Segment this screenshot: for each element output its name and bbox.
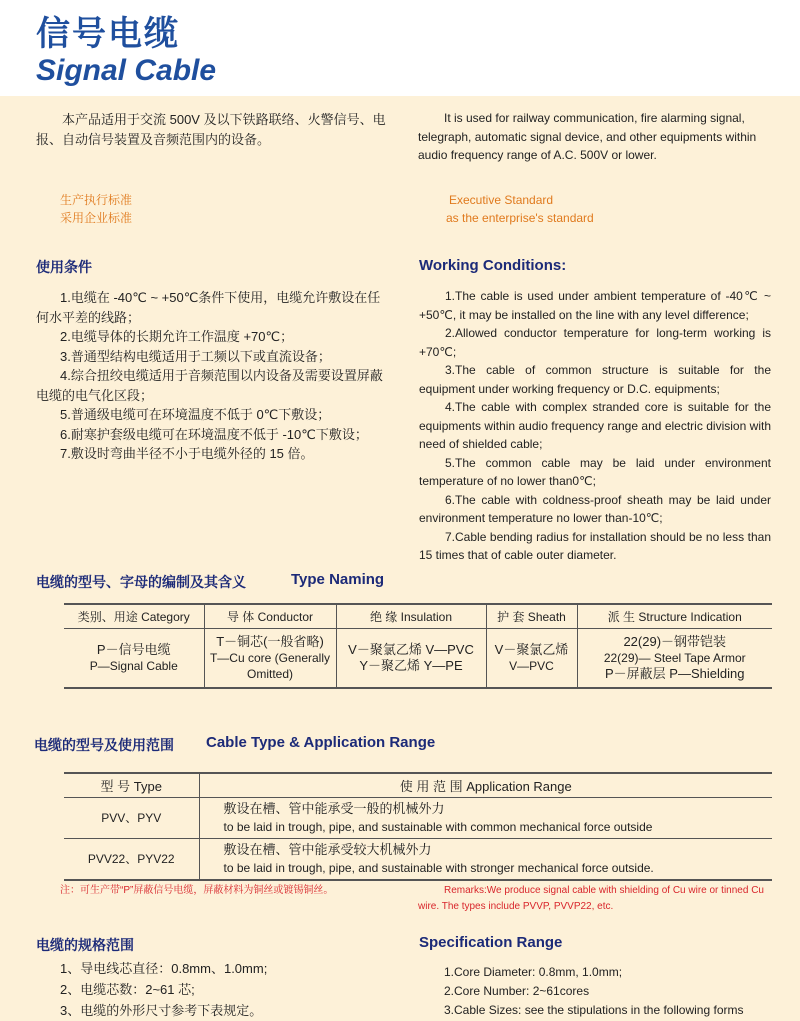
list-item: 6.The cable with coldness-proof sheath may be laid under environment temperature no lower than-10℃; — [419, 492, 771, 525]
list-item: 3、电缆的外形尺寸参考下表规定。 — [60, 1003, 263, 1018]
type-cell: PVV、PYV — [64, 798, 199, 839]
cell-text: V－聚氯乙烯 V—PVC — [348, 641, 474, 657]
title-en: Signal Cable — [36, 54, 217, 87]
cell-text: 敷设在槽、管中能承受较大机械外力 — [223, 842, 432, 857]
table-row — [64, 798, 772, 839]
list-item: 3.The cable of common structure is suitable for the equipment under working frequency or D.C. equipments; — [419, 363, 771, 396]
table-row — [64, 628, 772, 688]
naming-title-cn: 电缆的型号、字母的编制及其含义 — [36, 574, 246, 590]
cell-text: V—PVC — [509, 658, 554, 673]
cell-text: 22(29)－钢带铠装 — [623, 633, 727, 649]
list-item: 5.普通级电缆可在环境温度不低于 0℃下敷设； — [60, 407, 331, 422]
list-item: 2.电缆导体的长期允许工作温度 +70℃； — [60, 329, 294, 344]
list-item: 3.普通型结构电缆适用于工频以下或直流设备； — [60, 348, 331, 364]
page-header — [0, 0, 800, 96]
spec-list-cn — [60, 958, 267, 1021]
intro-cn: 本产品适用于交流 500V 及以下铁路联络、火警信号、电报、自动信号装置及音频范围内的设备。 — [36, 112, 386, 147]
standard-en-line: Executive Standard — [449, 193, 554, 207]
working-title-en: Working Conditions: — [419, 257, 567, 274]
working-title-cn: 使用条件 — [36, 259, 92, 275]
cell-text: 敷设在槽、管中能承受一般的机械外力 — [223, 801, 445, 816]
standard-cn-line: 采用企业标准 — [60, 211, 133, 225]
application-table — [64, 772, 772, 881]
naming-title-en: Type Naming — [291, 571, 385, 588]
list-item: 5.The common cable may be laid under environment temperature of no lower than0℃; — [419, 455, 771, 488]
standard-en — [446, 191, 594, 227]
column-header: 使 用 范 围 Application Range — [199, 773, 772, 798]
column-header: 绝 缘 Insulation — [336, 604, 486, 628]
list-item: 1.电缆在 -40℃ ~ +50℃条件下使用，电缆允许敷设在任何水平差的线路； — [36, 290, 381, 325]
list-item: 6.耐寒护套级电缆可在环境温度不低于 -10℃下敷设； — [60, 426, 368, 442]
column-header: 导 体 Conductor — [204, 604, 336, 628]
note-cn: 注：可生产带“P”屏蔽信号电缆，屏蔽材料为铜丝或镀锡铜丝。 — [60, 885, 334, 896]
standard-en-line: as the enterprise's standard — [446, 211, 594, 225]
title-cn: 信号电缆 — [36, 15, 180, 53]
cell-text: V－聚氯乙烯 — [494, 641, 569, 657]
standard-cn-line: 生产执行标准 — [60, 193, 133, 207]
list-item: 2、电缆芯数：2~61 芯; — [60, 982, 195, 997]
list-item: 7.敷设时弯曲半径不小于电缆外径的 15 倍。 — [60, 446, 314, 461]
list-item: 7.Cable bending radius for installation should be no less than 15 times that of cable outer diameter. — [419, 529, 771, 562]
list-item: 1、导电线芯直径：0.8mm、1.0mm; — [60, 961, 268, 976]
list-item: 4.综合扭绞电缆适用于音频范围以内设备及需要设置屏蔽电缆的电气化区段； — [36, 368, 383, 403]
cell-text: 22(29)— Steel Tape Armor — [603, 650, 746, 665]
standard-cn — [60, 191, 132, 227]
cell-text: P－屏蔽层 P—Shielding — [605, 665, 745, 681]
list-item: 4.The cable with complex stranded core is suitable for the equipments within audio frequency range and electric division with need of shielded cable; — [419, 400, 771, 451]
cell-text: T－铜芯(一般省略) — [216, 633, 324, 649]
list-item: 1.Core Diameter: 0.8mm, 1.0mm; — [444, 965, 623, 979]
spec-list-en — [444, 963, 744, 1020]
cell-text: P—Signal Cable — [89, 658, 178, 673]
list-item: 2.Allowed conductor temperature for long-term working is +70℃; — [419, 326, 771, 359]
list-item: 1.The cable is used under ambient temperature of -40℃ ~ +50℃, it may be installed on the line with any level difference; — [419, 289, 771, 322]
cell-text: T—Cu core (Generally Omitted) — [209, 650, 331, 681]
column-header: 型 号 Type — [64, 773, 199, 798]
type-naming-table — [64, 603, 772, 689]
table-row — [64, 839, 772, 881]
column-header: 派 生 Structure Indication — [577, 604, 772, 628]
note-en: Remarks:We produce signal cable with shielding of Cu wire or tinned Cu wire. The types include PVVP, PVVP22, etc. — [418, 885, 764, 912]
spec-title-en: Specification Range — [419, 934, 563, 951]
column-header: 护 套 Sheath — [486, 604, 577, 628]
application-title-en: Cable Type & Application Range — [206, 734, 436, 751]
column-header: 类别、用途 Category — [64, 604, 204, 628]
list-item: 2.Core Number: 2~61cores — [444, 984, 590, 998]
application-title-cn: 电缆的型号及使用范围 — [34, 737, 174, 753]
working-list-cn — [36, 288, 388, 464]
intro-en: It is used for railway communication, fire alarming signal, telegraph, automatic signal device, and other equipments within audio frequency range of A.C. 500V or lower. — [418, 111, 757, 162]
spec-title-cn: 电缆的规格范围 — [36, 937, 134, 953]
cell-text: to be laid in trough, pipe, and sustainable with common mechanical force outside — [223, 820, 653, 834]
cell-text: Y－聚乙烯 Y—PE — [359, 657, 463, 673]
type-cell: PVV22、PYV22 — [64, 839, 199, 881]
working-list-en — [419, 287, 771, 565]
list-item: 3.Cable Sizes: see the stipulations in the following forms — [444, 1003, 744, 1017]
cell-text: to be laid in trough, pipe, and sustainable with stronger mechanical force outside. — [223, 861, 654, 875]
cell-text: P－信号电缆 — [96, 641, 171, 657]
